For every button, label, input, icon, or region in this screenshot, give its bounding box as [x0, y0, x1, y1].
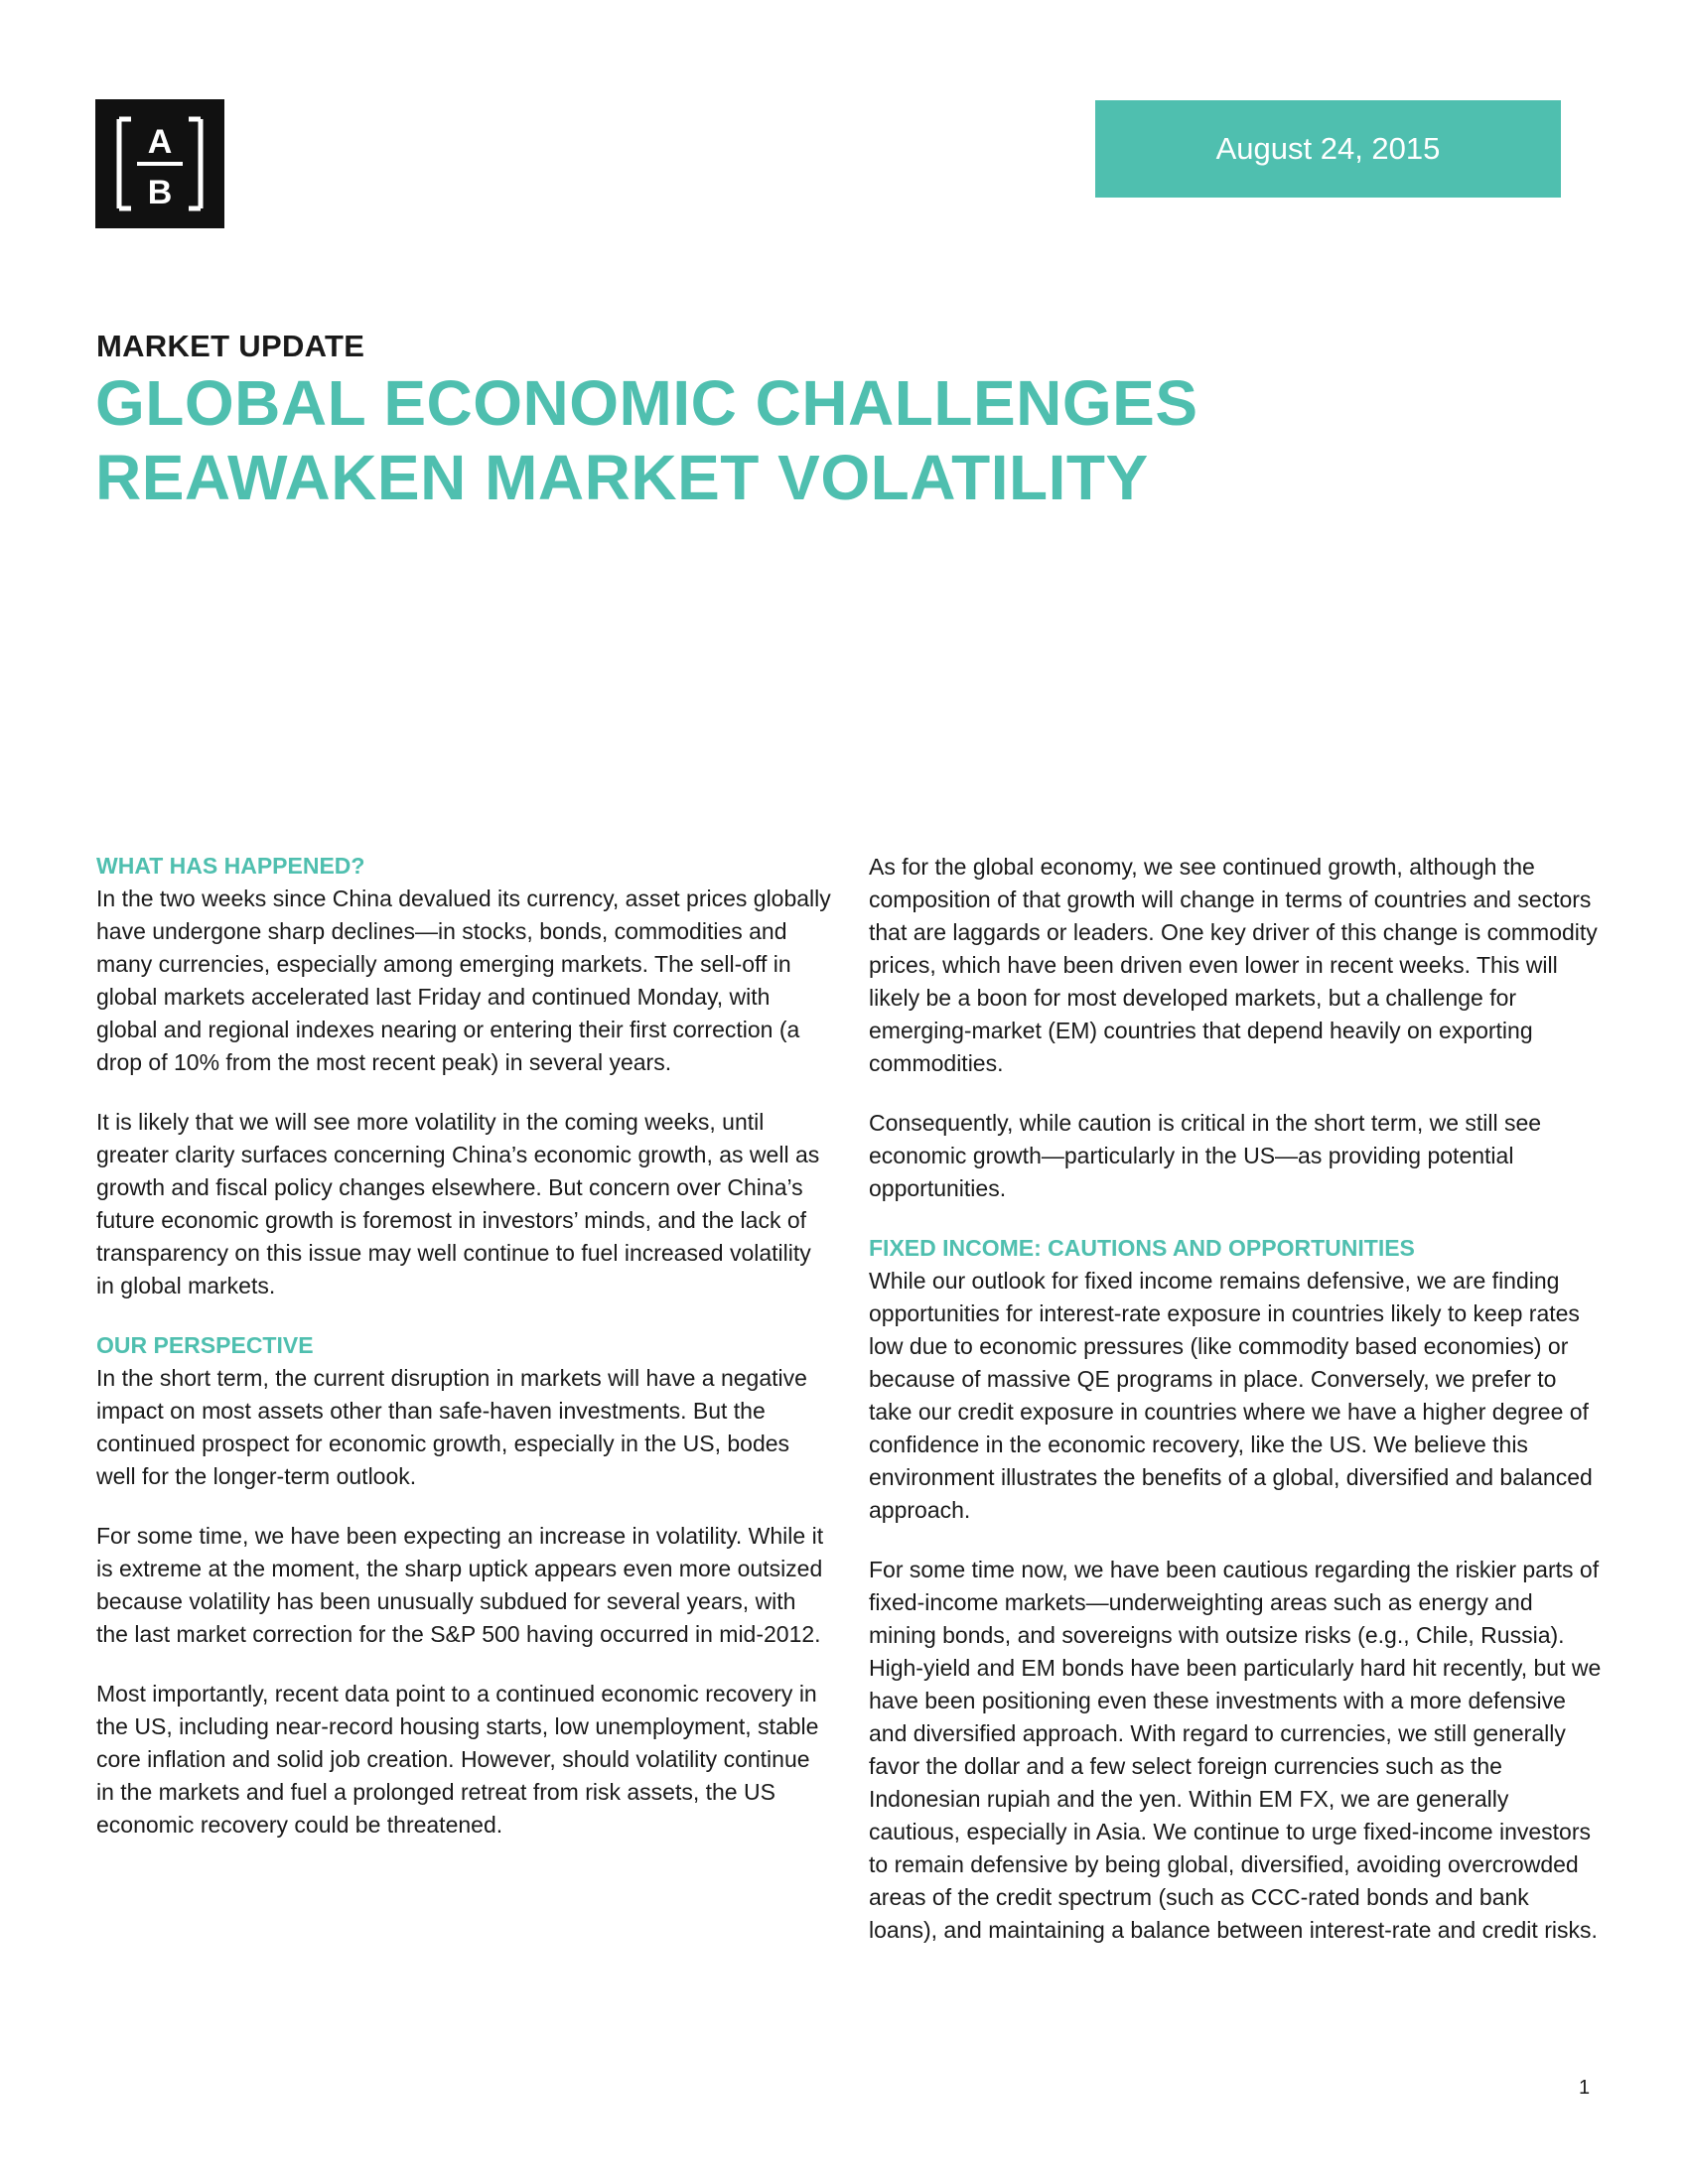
left-column: [96, 850, 831, 1868]
title-line-1: GLOBAL ECONOMIC CHALLENGES: [95, 367, 1198, 439]
paragraph: Most importantly, recent data point to a continued economic recovery in the US, including near-record housing starts, low unemployment, stable core inflation and solid job creation. However, should volatility continue in the markets and fuel a prolonged retreat from risk assets, the US economic recovery could be threatened.: [96, 1681, 819, 1838]
page-number: 1: [1579, 2077, 1591, 2099]
ab-logo-mark: [95, 99, 224, 228]
paragraph: While our outlook for fixed income remains defensive, we are finding opportunities for interest-rate exposure in countries likely to keep rates low due to economic pressures (like commodity based economies) or because of massive QE programs in place. Conversely, we prefer to take our credit exposure in countries where we have a higher degree of confidence in the economic recovery, like the US. We believe this environment illustrates the benefits of a global, diversified and balanced approach.: [869, 1268, 1593, 1523]
section-heading-what-happened: WHAT HAS HAPPENED?: [96, 853, 365, 879]
paragraph: For some time, we have been expecting an increase in volatility. While it is extreme at the moment, the sharp uptick appears even more outsized because volatility has been unusually subdued for several years, with the last market correction for the S&P 500 having occurred in mid-2012.: [96, 1523, 824, 1647]
ab-logo: [95, 99, 224, 228]
right-column: [869, 851, 1604, 1974]
paragraph: In the short term, the current disruption in markets will have a negative impact on most assets other than safe-haven investments. But the continued prospect for economic growth, especially in the US, bodes well for the longer-term outlook.: [96, 1365, 807, 1489]
section-heading-fixed-income: FIXED INCOME: CAUTIONS AND OPPORTUNITIES: [869, 1235, 1415, 1261]
paragraph: It is likely that we will see more volatility in the coming weeks, until greater clarity surfaces concerning China’s economic growth, as well as growth and fiscal policy changes elsewhere. But concern over China’s future economic growth is foremost in investors’ minds, and the lack of transparency on this issue may well continue to fuel increased volatility in global markets.: [96, 1109, 820, 1298]
date-badge: [1095, 100, 1561, 198]
paragraph: Consequently, while caution is critical in the short term, we still see economic growth—particularly in the US—as providing potential opportunities.: [869, 1110, 1542, 1201]
title-line-2: REAWAKEN MARKET VOLATILITY: [95, 442, 1149, 513]
paragraph: As for the global economy, we see continued growth, although the composition of that growth will change in terms of countries and sectors that are laggards or leaders. One key driver of this change is commodity prices, which have been driven even lower in recent weeks. This will likely be a boon for most developed markets, but a challenge for emerging-market (EM) countries that depend heavily on exporting commodities.: [869, 854, 1598, 1076]
document-title: [95, 366, 1485, 515]
date-text: August 24, 2015: [1215, 131, 1441, 166]
paragraph: In the two weeks since China devalued its currency, asset prices globally have undergone sharp declines—in stocks, bonds, commodities and many currencies, especially among emerging markets. The sell-off in global markets accelerated last Friday and continued Monday, with global and regional indexes nearing or entering their first correction (a drop of 10% from the most recent peak) in several years.: [96, 886, 831, 1075]
logo-letter-a: A: [147, 123, 173, 161]
paragraph: For some time now, we have been cautious regarding the riskier parts of fixed-income markets—underweighting areas such as energy and mining bonds, and sovereigns with outsize risks (e.g., Chile, Russia). High-yield and EM bonds have been particularly hard hit recently, but we have been positioning even these investments with a more defensive and diversified approach. With regard to currencies, we still generally favor the dollar and a few select foreign currencies such as the Indonesian rupiah and the yen. Within EM FX, we are generally cautious, especially in Asia. We continue to urge fixed-income investors to remain defensive by being global, diversified, avoiding overcrowded areas of the credit spectrum (such as CCC-rated bonds and bank loans), and maintaining a balance between interest-rate and credit risks.: [869, 1557, 1602, 1943]
section-heading-our-perspective: OUR PERSPECTIVE: [96, 1332, 314, 1358]
logo-letter-b: B: [147, 174, 173, 211]
document-kicker: MARKET UPDATE: [96, 329, 365, 363]
